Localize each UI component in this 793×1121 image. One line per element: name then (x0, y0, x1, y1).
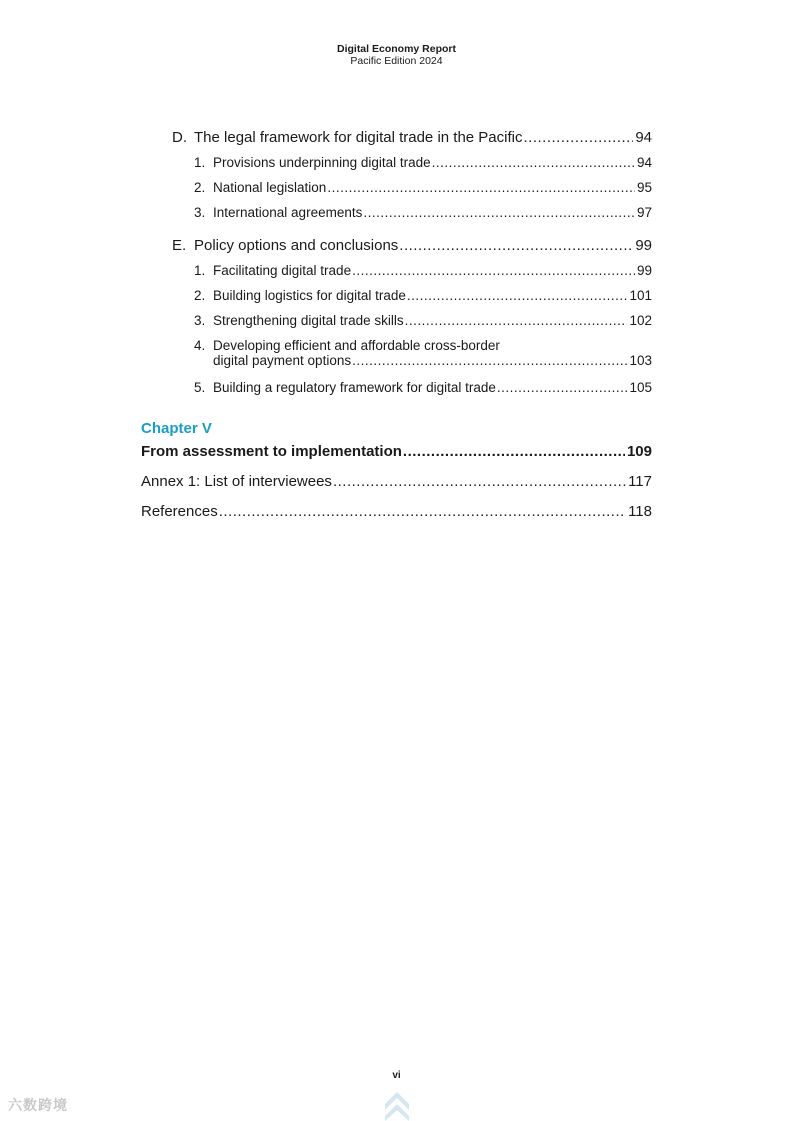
dot-leader (352, 353, 627, 368)
toc-entry-e5[interactable] (194, 380, 652, 395)
toc-page: 118 (628, 503, 652, 520)
toc-number: 2. (194, 180, 206, 195)
toc-entry-d2[interactable] (194, 180, 652, 195)
toc-entry-e1[interactable] (194, 263, 652, 278)
toc-number: 1. (194, 263, 206, 278)
toc-number: D. (172, 129, 187, 146)
toc-title: National legislation (213, 180, 327, 195)
toc-title-line2: digital payment options (213, 353, 352, 368)
toc-page: 97 (636, 205, 652, 220)
toc-entry-e4[interactable] (194, 338, 652, 368)
dot-leader (352, 263, 635, 278)
dot-leader (432, 155, 635, 170)
report-edition: Pacific Edition 2024 (350, 55, 443, 67)
toc-entry-e3[interactable] (194, 313, 652, 328)
toc-page: 117 (628, 473, 652, 490)
toc-entry-references[interactable] (141, 503, 652, 520)
toc-title-line1: Developing efficient and affordable cross-border (213, 338, 500, 353)
toc-entry-chapter-v[interactable] (141, 443, 652, 460)
dot-leader (405, 313, 628, 328)
toc-entry-d3[interactable] (194, 205, 652, 220)
toc-number: 2. (194, 288, 206, 303)
toc-title: Building logistics for digital trade (213, 288, 406, 303)
toc-entry-d1[interactable] (194, 155, 652, 170)
toc-entry-section-d[interactable] (172, 129, 652, 146)
dot-leader (363, 205, 635, 220)
watermark: 六数跨境 (8, 1097, 68, 1113)
toc-number: 3. (194, 205, 206, 220)
toc-page: 101 (629, 288, 652, 303)
toc-title: Building a regulatory framework for digital trade (213, 380, 496, 395)
dot-leader (333, 473, 626, 490)
toc-page: 94 (636, 155, 652, 170)
toc-title: Annex 1: List of interviewees (141, 473, 332, 490)
dot-leader (399, 237, 633, 254)
toc-page: 109 (626, 443, 652, 460)
toc-title: International agreements (213, 205, 363, 220)
dot-leader (407, 288, 628, 303)
toc-page: 94 (635, 129, 652, 146)
dot-leader (403, 443, 625, 460)
toc-title: Facilitating digital trade (213, 263, 352, 278)
toc-page: 99 (635, 237, 652, 254)
page-number: vi (392, 1070, 401, 1081)
toc-page: 99 (636, 263, 652, 278)
toc-page: 95 (636, 180, 652, 195)
toc-title-line2-row (213, 353, 652, 368)
toc-number: E. (172, 237, 187, 254)
dot-leader (219, 503, 626, 520)
running-header (0, 43, 793, 67)
chapter-label: Chapter V (141, 420, 212, 437)
toc-title: From assessment to implementation (141, 443, 402, 460)
toc-number: 1. (194, 155, 206, 170)
toc-number: 3. (194, 313, 206, 328)
toc-entry-e2[interactable] (194, 288, 652, 303)
toc-page: 105 (629, 380, 652, 395)
toc-page: 103 (629, 353, 652, 368)
toc-number: 5. (194, 380, 206, 395)
toc-title: Policy options and conclusions (194, 237, 399, 254)
toc-entry-section-e[interactable] (172, 237, 652, 254)
dot-leader (523, 129, 633, 146)
report-title: Digital Economy Report (336, 43, 456, 55)
dot-leader (327, 180, 635, 195)
toc-page: 102 (629, 313, 652, 328)
toc-title: Provisions underpinning digital trade (213, 155, 431, 170)
toc-title: References (141, 503, 218, 520)
toc-entry-annex[interactable] (141, 473, 652, 490)
toc-number: 4. (194, 338, 206, 353)
toc-title: Strengthening digital trade skills (213, 313, 404, 328)
toc-title: The legal framework for digital trade in the Pacific (194, 129, 523, 146)
dot-leader (497, 380, 628, 395)
scroll-up-chevron-icon[interactable] (384, 1090, 410, 1121)
